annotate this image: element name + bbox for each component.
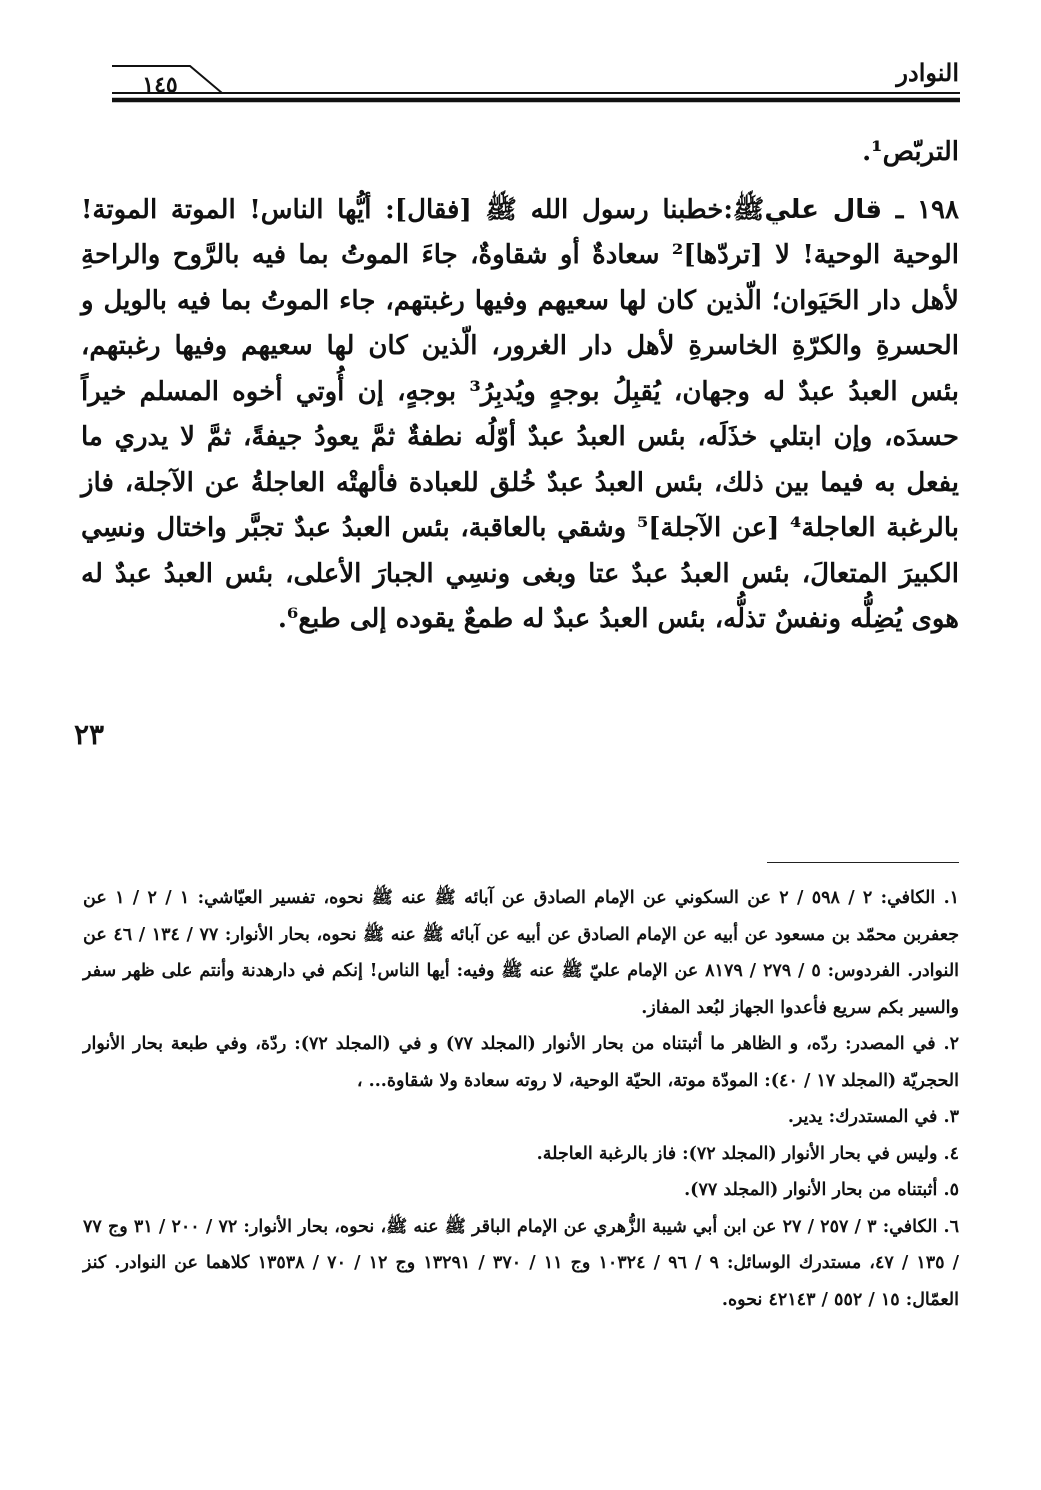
page-number: ١٤٥	[142, 72, 178, 98]
footnote-6	[83, 1209, 959, 1319]
footnote-4	[83, 1136, 959, 1173]
footnote-number: ٥.	[943, 1180, 959, 1200]
footnote-text: الكافي: ٣ / ٢٥٧ / ٢٧ عن ابن أبي شيبة الزُّهري عن الإمام الباقر ﷺ عنه ﷺ، نحوه، بحار الأنوار: ٧٢ / ٢٠٠ / ٣١ وج ٧٧ / ١٣٥ / ٤٧، مستدرك الوسائل: ٩ / ٩٦ / ١٠٣٢٤ وج ١١ / ٣٧٠ / ١٣٢٩١ وج ١٢ / ٧٠ / ١٣٥٣٨ كلاهما عن النوادر. كنز العمّال: ١٥ / ٥٥٢ / ٤٢١٤٣ نحوه.	[83, 1216, 960, 1310]
footnote-number: ٤.	[943, 1143, 959, 1164]
footnote-number: ٣.	[943, 1107, 959, 1127]
footnote-text: أثبتناه من بحار الأنوار (المجلد ٧٧).	[684, 1180, 938, 1200]
hadith-number: ١٩٨ ـ	[882, 194, 959, 225]
footnote-text: في المستدرك: يدير.	[787, 1107, 938, 1127]
paragraph-continuation: التربّص¹.	[862, 137, 959, 167]
footnotes	[83, 880, 959, 1318]
hadith-speaker: قال علي	[764, 194, 883, 225]
footnote-text: في المصدر: ردّه، و الظاهر ما أثبتناه من بحار الأنوار (المجلد ٧٧) و في (المجلد ٧٢): ردّة، وفي طبعة بحار الأنوار الحجريّة (المجلد ١٧ / ٤٠): المودّة موتة، الحيّة الوحية، لا روته سعادة ولا شقاوة... ،	[83, 1034, 959, 1091]
footnote-1	[83, 880, 959, 1026]
paragraph-hadith	[81, 188, 959, 643]
footnote-number: ١.	[943, 888, 960, 908]
margin-number: ٢٣	[74, 718, 105, 751]
hadith-text: ﷺ:خطبنا رسول الله ﷺ [فقال]: أيُّها الناس! الموتة الموتة! الوحية الوحية! لا [تردّها]² سعادةٌ أو شقاوةٌ، جاءَ الموتُ بما فيه بالرَّوح والراحةِ لأهل دار الحَيَوان؛ الّذين كان لها سعيهم وفيها رغبتهم، جاء الموتُ بما فيه بالويل و الحسرةِ والكرّةِ الخاسرةِ لأهل دار الغرور، الّذين كان لها سعيهم وفيها رغبتهم، بئس العبدُ عبدٌ له وجهان، يُقبِلُ بوجهٍ ويُدبِرُ³ بوجهٍ، إن أُوتي أخوه المسلم خيراً حسدَه، وإن ابتلي خذَلَه، بئس العبدُ عبدٌ أوّلُه نطفةٌ ثمَّ يعودُ جيفةً، ثمَّ لا يدري ما يفعل به فيما بين ذلك، بئس العبدُ عبدٌ خُلق للعبادة فألهتْه العاجلةُ عن الآجلة، فاز بالرغبة العاجلة⁴ [عن الآجلة]⁵ وشقي بالعاقبة، بئس العبدُ عبدٌ تجبَّر واختال ونسِي الكبيرَ المتعالَ، بئس العبدُ عبدٌ عتا وبغى ونسِي الجبارَ الأعلى، بئس العبدُ عبدٌ له هوى يُضِلُّه ونفسٌ تذلُّه، بئس العبدُ عبدٌ له طمعٌ يقوده إلى طبع⁶.	[81, 194, 960, 634]
footnote-text: وليس في بحار الأنوار (المجلد ٧٢): فاز بالرغبة العاجلة.	[536, 1143, 938, 1164]
body-text	[81, 130, 959, 643]
footnote-3	[83, 1099, 959, 1136]
footnote-number: ٢.	[943, 1034, 960, 1054]
footnote-2	[83, 1026, 959, 1099]
footnote-text: الكافي: ٢ / ٥٩٨ / ٢ عن السكوني عن الإمام الصادق عن آبائه ﷺ عنه ﷺ نحوه، تفسير العيّاشي: ١ / ٢ / ١ عن جعفربن محمّد بن مسعود عن أبيه عن الإمام الصادق عن أبيه عن آبائه ﷺ عنه ﷺ نحوه، بحار الأنوار: ٧٧ / ١٣٤ / ٤٦ عن النوادر. الفردوس: ٥ / ٢٧٩ / ٨١٧٩ عن الإمام عليّ ﷺ عنه ﷺ وفيه: أيها الناس! إنكم في دارهدنة وأنتم على ظهر سفر والسير بكم سريع فأعدوا الجهاز لبُعد المفاز.	[83, 888, 960, 1018]
running-title: النوادر	[896, 58, 959, 87]
footnote-separator	[767, 862, 959, 863]
footnote-5	[83, 1172, 959, 1209]
footnote-number: ٦.	[943, 1216, 959, 1237]
